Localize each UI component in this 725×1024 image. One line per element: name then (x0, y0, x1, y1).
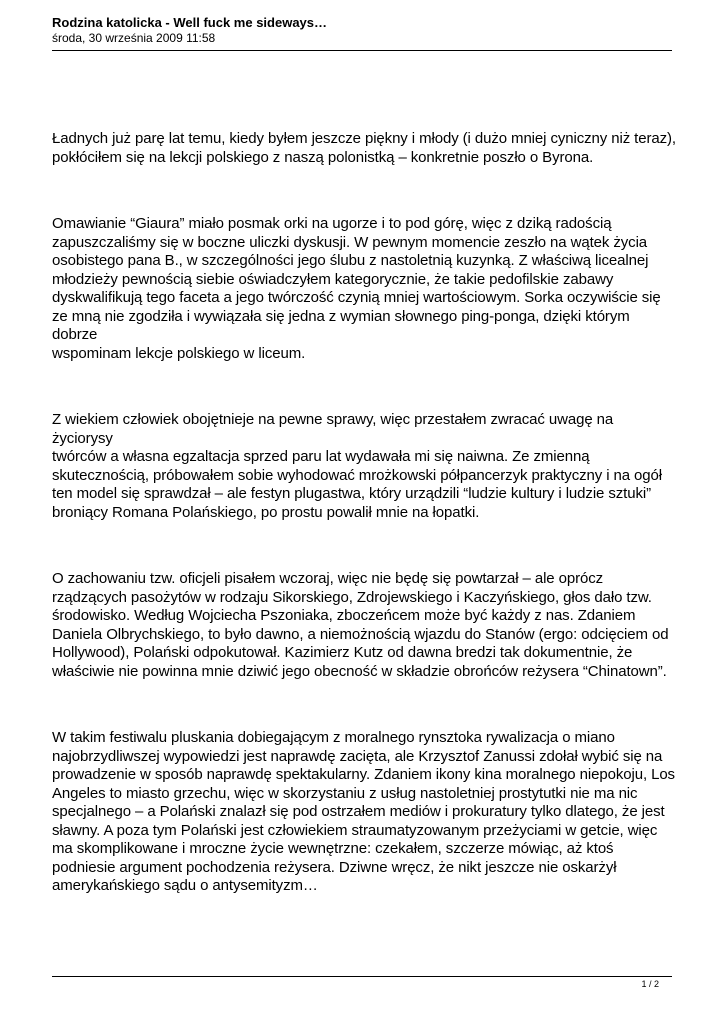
paragraph-5: W takim festiwalu pluskania dobiegającym z moralnego rynsztoka rywalizacja o miano najobrzydliwszej wypowiedzi jest naprawdę zacięta, ale Krzysztof Zanussi zdołał wybić się na prowadzenie w sposób naprawdę spektakularny. Zdaniem ikony kina moralnego niepokoju, Los Angeles to miasto grzechu, więc w skorzystaniu z usług nastoletniej prostytutki nie ma nic specjalnego – a Polański znalazł się pod ostrzałem mediów i prokuratury tylko dlatego, że jest sławny. A poza tym Polański jest człowiekiem straumatyzowanym przeżyciami w getcie, więc ma skomplikowane i mroczne życie wewnętrzne: czekałem, szczerze mówiąc, aż ktoś podniesie argument pochodzenia reżysera. Dziwne wręcz, że nikt jeszcze nie oskarżył amerykańskiego sądu o antysemityzm… (52, 729, 675, 894)
page-number: 1 / 2 (641, 979, 659, 989)
paragraph-4: O zachowaniu tzw. oficjeli pisałem wczoraj, więc nie będę się powtarzał – ale oprócz rządzących pasożytów w rodzaju Sikorskiego, Zdrojewskiego i Kaczyńskiego, głos dało tzw. środowisko. Według Wojciecha Pszoniaka, zboczeńcem może być każdy z nas. Zdaniem Daniela Olbrychskiego, to było dawno, a niemożnością wjazdu do Stanów (ergo: odcięciem od Hollywood), Polański odpokutował. Kazimierz Kutz od dawna bredzi tak dokumentnie, że właściwie nie powinna mnie dziwić jego obecność w składzie obrońców reżysera “Chinatown”. (52, 570, 669, 680)
footer-divider (52, 976, 672, 977)
document-header (52, 15, 672, 46)
paragraph-1: Ładnych już parę lat temu, kiedy byłem jeszcze piękny i młody (i dużo mniej cyniczny niż teraz), pokłóciłem się na lekcji polskiego z naszą polonistką – konkretnie poszło o Byrona. (52, 130, 676, 166)
document-title: Rodzina katolicka - Well fuck me sideways… (52, 15, 328, 30)
header-divider (52, 50, 672, 51)
document-date: środa, 30 września 2009 11:58 (52, 31, 216, 45)
paragraph-2: Omawianie “Giaura” miało posmak orki na ugorze i to pod górę, więc z dziką radością zapuszczaliśmy się w boczne uliczki dyskusji. W pewnym momencie zeszło na wątek życia osobistego pana B., w szczególności jego ślubu z nastoletnią kuzynką. Z właściwą licealnej młodzieży pewnością siebie oświadczyłem kategorycznie, że takie pedofilskie zabawy dyskwalifikują tego faceta a jego twórczość czynią mniej wartościowym. Sorka oczywiście się ze mną nie zgodziła i wywiązała się jedna z wymian słownego ping-ponga, dzięki którym dobrze wspominam lekcje polskiego w liceum. (52, 215, 661, 362)
paragraph-3: Z wiekiem człowiek obojętnieje na pewne sprawy, więc przestałem zwracać uwagę na życiorysy twórców a własna egzaltacja sprzed paru lat wydawała mi się naiwna. Ze zmienną skutecznością, próbowałem sobie wyhodować mrożkowski półpancerzyk praktyczny i na ogół ten model się sprawdzał – ale festyn plugastwa, który urządzili “ludzie kultury i ludzie sztuki” broniący Romana Polańskiego, po prostu powalił mnie na łopatki. (52, 411, 663, 521)
article-body (52, 130, 677, 896)
